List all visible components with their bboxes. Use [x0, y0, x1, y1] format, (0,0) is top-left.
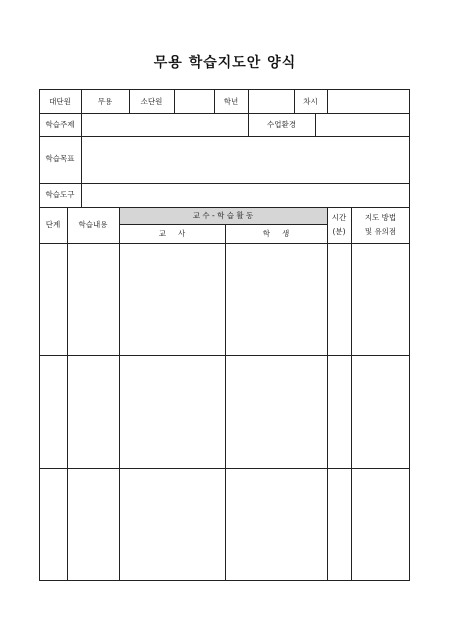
- goal-label: 학습목표: [45, 154, 75, 163]
- stage-header: 단계: [45, 220, 61, 229]
- document-title: 무용 학습지도안 양식: [153, 55, 297, 71]
- goal-value[interactable]: [81, 136, 410, 183]
- subunit-value[interactable]: [174, 89, 214, 113]
- topic-label: 학습주제: [45, 120, 75, 129]
- tools-label: 학습도구: [45, 190, 75, 199]
- table-row: [39, 468, 410, 581]
- method-cell[interactable]: [351, 355, 410, 468]
- env-label: 수업환경: [267, 120, 296, 129]
- student-header: 학 생: [262, 229, 290, 238]
- unit-label: 대단원: [49, 97, 71, 106]
- time-header-line1: 시간: [331, 213, 347, 222]
- student-cell[interactable]: [225, 468, 327, 581]
- teacher-cell[interactable]: [119, 355, 225, 468]
- session-value[interactable]: [327, 89, 410, 113]
- teacher-header: 교 사: [158, 229, 186, 238]
- content-cell[interactable]: [67, 355, 119, 468]
- time-cell[interactable]: [327, 468, 351, 581]
- tools-value[interactable]: [81, 183, 410, 207]
- grade-label: 학년: [223, 97, 239, 106]
- content-cell[interactable]: [67, 468, 119, 581]
- stage-cell[interactable]: [39, 468, 67, 581]
- time-header-line2: (분): [332, 227, 346, 236]
- unit-value[interactable]: 무용: [97, 97, 113, 106]
- student-cell[interactable]: [225, 243, 327, 355]
- time-cell[interactable]: [327, 243, 351, 355]
- table-row: [39, 355, 410, 468]
- content-header: 학습내용: [78, 220, 108, 229]
- teacher-cell[interactable]: [119, 468, 225, 581]
- stage-cell[interactable]: [39, 243, 67, 355]
- divider: [39, 207, 410, 208]
- session-label: 차시: [303, 97, 318, 106]
- time-cell[interactable]: [327, 355, 351, 468]
- divider: [119, 224, 327, 225]
- student-cell[interactable]: [225, 355, 327, 468]
- grade-value[interactable]: [248, 89, 294, 113]
- content-cell[interactable]: [67, 243, 119, 355]
- env-value[interactable]: [315, 113, 410, 136]
- method-header-line2: 및 유의점: [364, 227, 397, 236]
- subunit-label: 소단원: [140, 97, 163, 106]
- table-row: [39, 243, 410, 355]
- method-header-line1: 지도 방법: [364, 213, 397, 222]
- topic-value[interactable]: [81, 113, 248, 136]
- method-cell[interactable]: [351, 243, 410, 355]
- teacher-cell[interactable]: [119, 243, 225, 355]
- method-cell[interactable]: [351, 468, 410, 581]
- stage-cell[interactable]: [39, 355, 67, 468]
- activity-header: 교 수 - 학 습 활 동: [192, 211, 254, 220]
- lesson-plan-form: [39, 89, 410, 581]
